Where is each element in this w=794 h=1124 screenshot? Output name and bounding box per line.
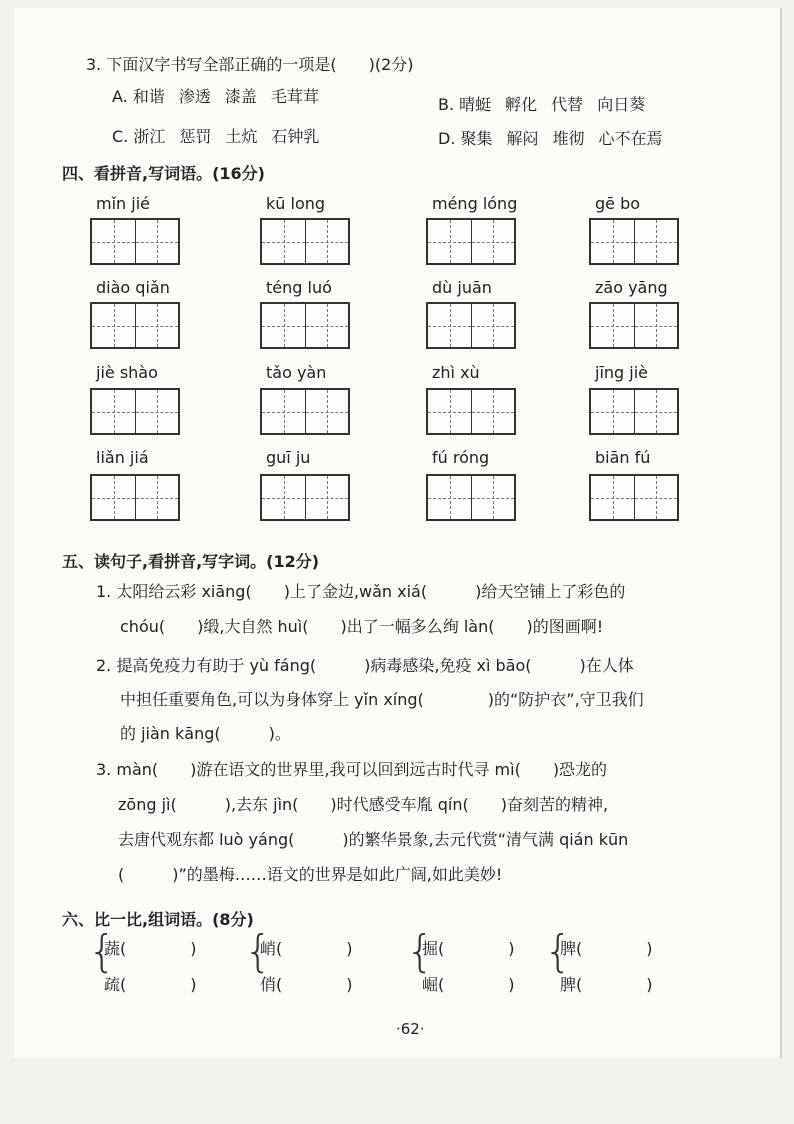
brace-icon: {: [88, 926, 116, 977]
s5-line-7: zōng jì( ),去东 jìn( )时代感受车胤 qín( )奋刻苦的精神,: [118, 795, 609, 814]
tianzige-cell[interactable]: [305, 476, 348, 519]
s5-line-6: 3. màn( )游在语文的世界里,我可以回到远古时代寻 mì( )恐龙的: [96, 760, 608, 779]
s5-line-8: 去唐代观东都 luò yáng( )的繁华景象,去元代赏“清气满 qián kūn: [118, 830, 629, 849]
tianzige-cell[interactable]: [92, 476, 135, 519]
section6-title: 六、比一比,组词语。(8分): [62, 910, 254, 929]
tianzige-cell[interactable]: [305, 220, 348, 263]
s5-line-2: chóu( )缎,大自然 huì( )出了一幅多么绚 làn( )的图画啊!: [120, 617, 604, 636]
tianzige-cell[interactable]: [262, 304, 305, 347]
pinyin-label: gē bo: [595, 194, 641, 213]
tianzige-cell[interactable]: [428, 304, 471, 347]
brace-icon: {: [406, 926, 434, 977]
writing-box[interactable]: [589, 474, 679, 521]
writing-box[interactable]: [260, 388, 350, 435]
worksheet-page: [14, 8, 782, 1058]
writing-box[interactable]: [260, 474, 350, 521]
tianzige-cell[interactable]: [92, 304, 135, 347]
tianzige-cell[interactable]: [428, 390, 471, 433]
writing-box[interactable]: [260, 218, 350, 265]
s5-line-3: 2. 提高免疫力有助于 yù fáng( )病毒感染,免疫 xì bāo( )在人体: [96, 656, 634, 675]
pinyin-label: mǐn jié: [96, 194, 150, 213]
writing-box[interactable]: [426, 388, 516, 435]
tianzige-cell[interactable]: [262, 390, 305, 433]
compare-word-1a: 蔬( ): [104, 939, 197, 958]
tianzige-cell[interactable]: [591, 476, 634, 519]
tianzige-cell[interactable]: [471, 304, 514, 347]
tianzige-cell[interactable]: [305, 390, 348, 433]
brace-icon: {: [544, 926, 572, 977]
compare-word-3a: 掘( ): [422, 939, 515, 958]
tianzige-cell[interactable]: [135, 476, 178, 519]
tianzige-cell[interactable]: [634, 476, 677, 519]
tianzige-cell[interactable]: [634, 220, 677, 263]
pinyin-label: kū long: [266, 194, 326, 213]
section5-title: 五、读句子,看拼音,写字词。(12分): [62, 552, 320, 571]
compare-word-3b: 崛( ): [422, 975, 515, 994]
tianzige-cell[interactable]: [135, 304, 178, 347]
writing-box[interactable]: [426, 302, 516, 349]
pinyin-label: jiè shào: [96, 363, 158, 382]
pinyin-label: guī ju: [266, 448, 311, 467]
tianzige-cell[interactable]: [471, 476, 514, 519]
tianzige-cell[interactable]: [471, 390, 514, 433]
tianzige-cell[interactable]: [135, 220, 178, 263]
writing-box[interactable]: [426, 474, 516, 521]
tianzige-cell[interactable]: [428, 220, 471, 263]
tianzige-cell[interactable]: [305, 304, 348, 347]
tianzige-cell[interactable]: [262, 220, 305, 263]
pinyin-label: méng lóng: [432, 194, 518, 213]
tianzige-cell[interactable]: [92, 220, 135, 263]
s5-line-4: 中担任重要角色,可以为身体穿上 yǐn xíng( )的“防护衣”,守卫我们: [120, 690, 644, 709]
pinyin-label: zāo yāng: [595, 278, 668, 297]
q3-option-d: D. 聚集 解闷 堆彻 心不在焉: [438, 129, 663, 148]
q3-option-b: B. 晴蜓 孵化 代替 向日葵: [438, 95, 646, 114]
writing-box[interactable]: [589, 388, 679, 435]
writing-box[interactable]: [90, 388, 180, 435]
pinyin-label: fú róng: [432, 448, 490, 467]
brace-icon: {: [244, 926, 272, 977]
pinyin-label: jīng jiè: [595, 363, 649, 382]
compare-word-4b: 脾( ): [560, 975, 653, 994]
pinyin-label: diào qiǎn: [96, 278, 170, 297]
writing-box[interactable]: [589, 218, 679, 265]
q3-stem: 3. 下面汉字书写全部正确的一项是( )(2分): [86, 55, 414, 74]
tianzige-cell[interactable]: [591, 304, 634, 347]
compare-word-2b: 俏( ): [260, 975, 353, 994]
compare-word-2a: 峭( ): [260, 939, 353, 958]
tianzige-cell[interactable]: [92, 390, 135, 433]
pinyin-label: tǎo yàn: [266, 363, 327, 382]
writing-box[interactable]: [90, 302, 180, 349]
pinyin-label: zhì xù: [432, 363, 480, 382]
pinyin-label: dù juān: [432, 278, 492, 297]
s5-line-5: 的 jiàn kāng( )。: [120, 724, 291, 743]
writing-box[interactable]: [90, 474, 180, 521]
pinyin-label: biān fú: [595, 448, 651, 467]
compare-word-1b: 疏( ): [104, 975, 197, 994]
writing-box[interactable]: [589, 302, 679, 349]
tianzige-cell[interactable]: [135, 390, 178, 433]
writing-box[interactable]: [260, 302, 350, 349]
q3-option-c: C. 浙江 惩罚 土炕 石钟乳: [112, 127, 320, 146]
pinyin-label: téng luó: [266, 278, 332, 297]
writing-box[interactable]: [426, 218, 516, 265]
tianzige-cell[interactable]: [591, 390, 634, 433]
pinyin-label: liǎn jiá: [96, 448, 149, 467]
s5-line-1: 1. 太阳给云彩 xiāng( )上了金边,wǎn xiá( )给天空铺上了彩色的: [96, 582, 626, 601]
s5-line-9: ( )”的墨梅……语文的世界是如此广阔,如此美妙!: [118, 865, 503, 884]
compare-word-4a: 脾( ): [560, 939, 653, 958]
tianzige-cell[interactable]: [634, 304, 677, 347]
tianzige-cell[interactable]: [634, 390, 677, 433]
tianzige-cell[interactable]: [428, 476, 471, 519]
writing-box[interactable]: [90, 218, 180, 265]
tianzige-cell[interactable]: [591, 220, 634, 263]
q3-option-a: A. 和谐 渗透 漆盖 毛茸茸: [112, 87, 319, 106]
tianzige-cell[interactable]: [471, 220, 514, 263]
page-number: ·62·: [396, 1020, 425, 1038]
section4-title: 四、看拼音,写词语。(16分): [62, 164, 265, 183]
tianzige-cell[interactable]: [262, 476, 305, 519]
